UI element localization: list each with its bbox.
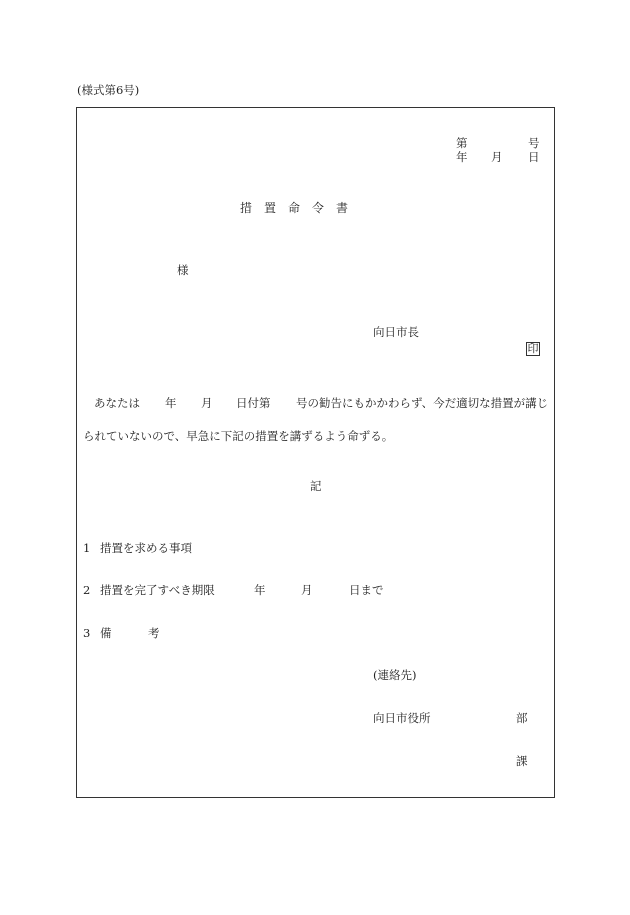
item-2-year: 年 (254, 583, 266, 597)
contact-heading: (連絡先) (373, 668, 417, 682)
contact-section: 課 (516, 754, 528, 768)
date-day-label: 日 (528, 150, 540, 164)
body-year: 年 (165, 396, 177, 410)
contact-department: 部 (516, 711, 528, 725)
body-line-1-rest: 号の勧告にもかかわらず、今だ適切な措置が講じ (296, 396, 549, 410)
item-2-label: 措置を完了すべき期限 (100, 583, 215, 597)
date-year-label: 年 (456, 150, 468, 164)
item-2-month: 月 (301, 583, 313, 597)
date-month-label: 月 (491, 150, 503, 164)
form-number-label: (様式第6号) (77, 83, 140, 97)
document-title: 措 置 命 令 書 (240, 201, 349, 215)
item-1-label: 措置を求める事項 (100, 541, 192, 555)
body-line-2: られていないので、早急に下記の措置を講ずるよう命ずる。 (83, 429, 394, 443)
item-2-until: 日まで (349, 583, 384, 597)
document-number-suffix: 号 (528, 136, 540, 150)
item-3-number: 3 (83, 626, 91, 640)
seal-mark: 印 (527, 342, 539, 355)
item-3-label-b: 考 (148, 626, 160, 640)
item-3-label-a: 備 (100, 626, 112, 640)
addressee-suffix: 様 (177, 263, 189, 277)
ki-heading: 記 (310, 479, 322, 493)
document-number-prefix: 第 (456, 136, 468, 150)
issuer-name: 向日市長 (373, 325, 419, 339)
contact-office: 向日市役所 (373, 711, 431, 725)
item-2-number: 2 (83, 583, 91, 597)
item-1-number: 1 (83, 541, 91, 555)
body-dated-number: 日付第 (236, 396, 271, 410)
body-month: 月 (201, 396, 213, 410)
body-you: あなたは (94, 396, 140, 410)
